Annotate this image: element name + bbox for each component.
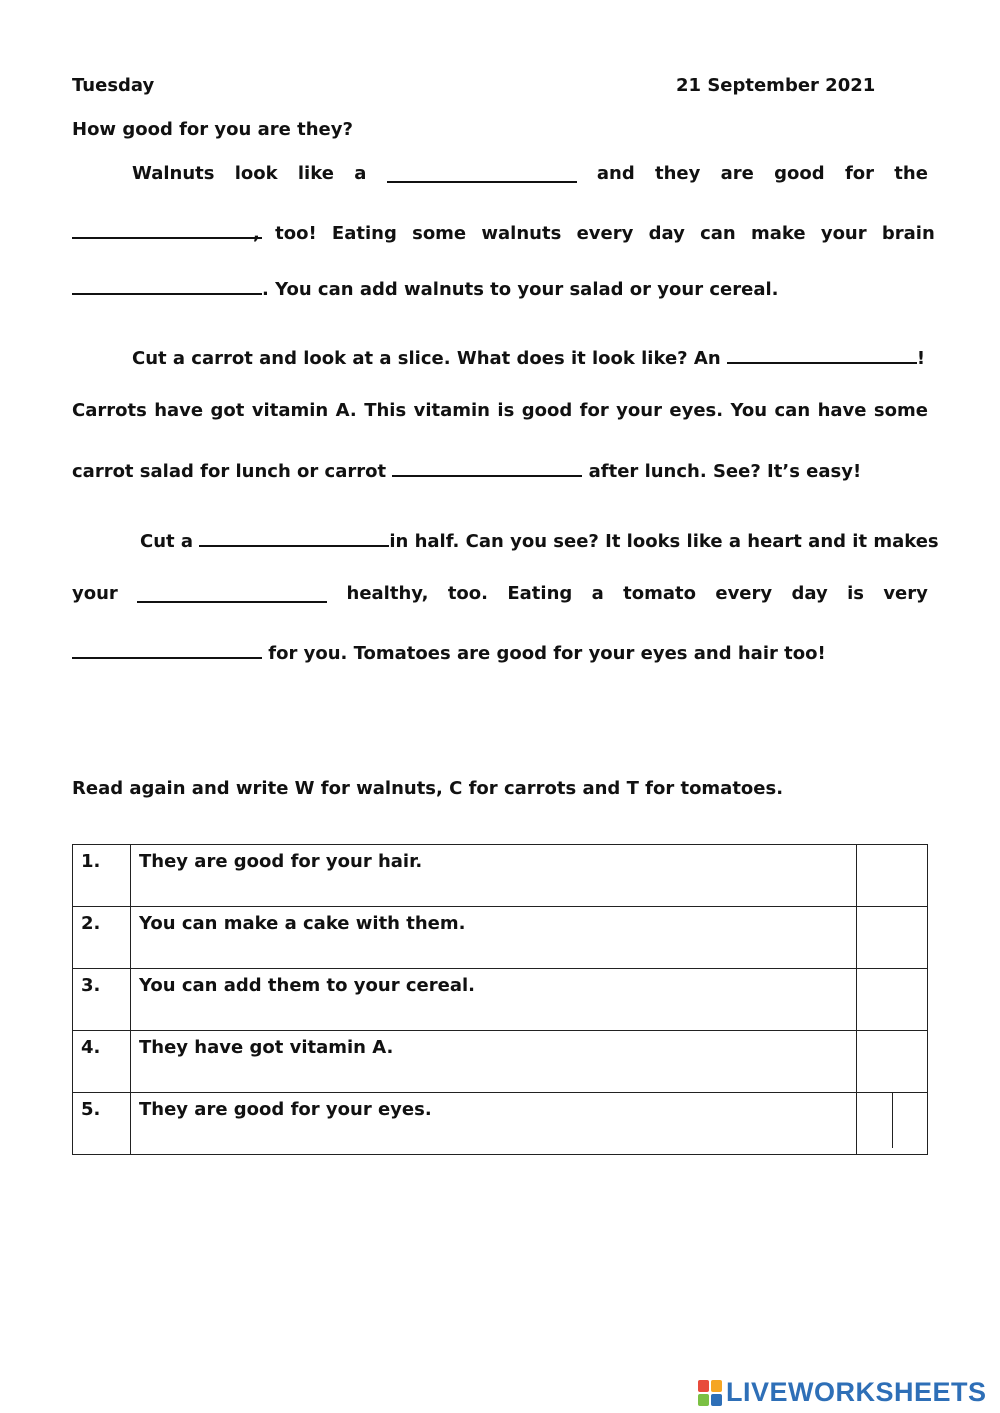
- answer-cell[interactable]: [857, 1093, 928, 1155]
- table-row: [73, 907, 928, 969]
- blank-4[interactable]: [727, 344, 917, 364]
- day-label: Tuesday: [72, 75, 155, 96]
- blank-7[interactable]: [137, 583, 327, 603]
- blank-6[interactable]: [199, 527, 389, 547]
- table-row: [73, 1093, 928, 1155]
- answer-cell[interactable]: [857, 969, 928, 1031]
- logo-square: [698, 1380, 709, 1392]
- paragraph1-line3: . You can add walnuts to your salad or your cereal.: [72, 275, 778, 300]
- answer-cell[interactable]: [857, 907, 928, 969]
- paragraph2-line3: carrot salad for lunch or carrot after lunch. See? It’s easy!: [72, 457, 861, 482]
- paragraph2-line1: Cut a carrot and look at a slice. What does it look like? An !: [132, 344, 925, 369]
- row-number: 1.: [73, 845, 131, 907]
- row-number: 5.: [73, 1093, 131, 1155]
- row-statement: They have got vitamin A.: [131, 1031, 857, 1093]
- row-number: 3.: [73, 969, 131, 1031]
- answer-cell[interactable]: [857, 845, 928, 907]
- logo-icon: [698, 1380, 722, 1406]
- blank-5[interactable]: [392, 457, 582, 477]
- paragraph3-line1: Cut a in half. Can you see? It looks like a heart and it makes: [140, 527, 939, 552]
- blank-8[interactable]: [72, 639, 262, 659]
- row-statement: They are good for your eyes.: [131, 1093, 857, 1155]
- logo-square: [698, 1394, 709, 1406]
- paragraph1-line2: , too! Eating some walnuts every day can make your brain: [72, 219, 935, 244]
- table-row: [73, 969, 928, 1031]
- logo-square: [711, 1380, 722, 1392]
- date-label: 21 September 2021: [676, 75, 876, 96]
- logo-text: LIVEWORKSHEETS: [726, 1377, 987, 1407]
- instruction-text: Read again and write W for walnuts, C for carrots and T for tomatoes.: [72, 778, 784, 799]
- answer-table: [72, 844, 928, 1155]
- row-statement: You can add them to your cereal.: [131, 969, 857, 1031]
- row-number: 4.: [73, 1031, 131, 1093]
- blank-3[interactable]: [72, 275, 262, 295]
- paragraph3-line3: for you. Tomatoes are good for your eyes and hair too!: [72, 639, 826, 664]
- logo-square: [711, 1394, 722, 1406]
- row-statement: You can make a cake with them.: [131, 907, 857, 969]
- paragraph1-line1: Walnuts look like a and they are good for the: [132, 163, 928, 184]
- page-title: How good for you are they?: [72, 119, 353, 140]
- row-number: 2.: [73, 907, 131, 969]
- answer-cell[interactable]: [857, 1031, 928, 1093]
- row-statement: They are good for your hair.: [131, 845, 857, 907]
- blank-2[interactable]: [72, 219, 262, 239]
- paragraph3-line2: your healthy, too. Eating a tomato every day is very: [72, 583, 928, 604]
- table-row: [73, 845, 928, 907]
- table-row: [73, 1031, 928, 1093]
- liveworksheets-logo: [698, 1377, 987, 1408]
- blank-1[interactable]: [387, 163, 577, 183]
- paragraph2-line2: Carrots have got vitamin A. This vitamin is good for your eyes. You can have some: [72, 400, 928, 421]
